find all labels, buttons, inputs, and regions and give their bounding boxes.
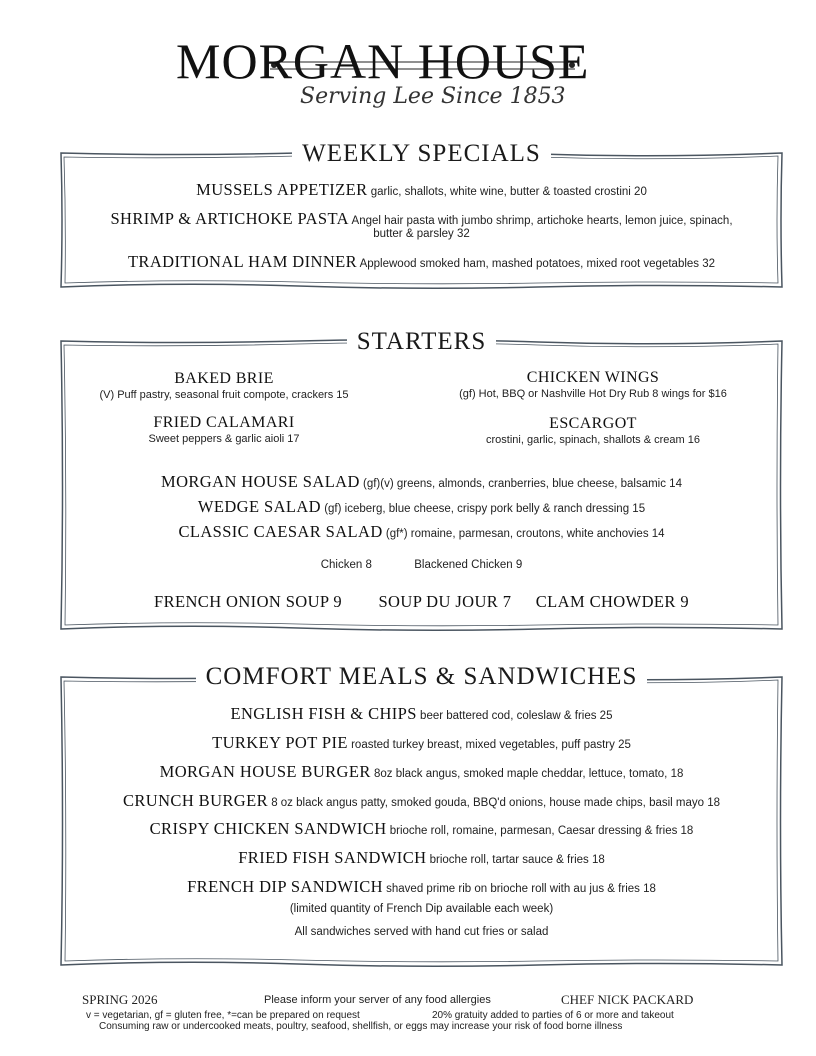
item-name: TRADITIONAL HAM DINNER (127, 252, 358, 271)
list-item (428, 415, 758, 446)
list-item (58, 762, 785, 782)
list-item (58, 877, 785, 897)
item-name: BAKED BRIE (174, 370, 274, 387)
item-name: FRENCH DIP SANDWICH (187, 877, 383, 896)
starters-title: STARTERS (347, 328, 497, 355)
season-label: SPRING 2026 (82, 992, 158, 1007)
item-name: MUSSELS APPETIZER (196, 180, 368, 199)
item-desc: brioche roll, romaine, parmesan, Caesar dressing & fries 18 (389, 825, 694, 837)
tagline: Serving Lee Since 1853 (300, 84, 566, 109)
list-item (58, 733, 785, 753)
item-desc: (V) Puff pastry, seasonal fruit compote, crackers 15 (99, 389, 349, 401)
item-desc: (gf)(v) greens, almonds, cranberries, blue cheese, balsamic 14 (363, 478, 682, 490)
item-name: CRUNCH BURGER (122, 791, 268, 810)
addon-item: Blackened Chicken 9 (414, 559, 523, 571)
item-desc: 8oz black angus, smoked maple cheddar, lettuce, tomato, 18 (373, 768, 684, 780)
item-name: SHRIMP & ARTICHOKE PASTA (110, 209, 349, 228)
addon-item: Chicken 8 (320, 559, 372, 571)
header (0, 18, 816, 118)
item-desc: Sweet peppers & garlic aioli 17 (148, 433, 300, 445)
starters-section (58, 328, 785, 632)
soup-item: CLAM CHOWDER 9 (535, 592, 689, 611)
list-item (58, 848, 785, 868)
item-desc: shaved prime rib on brioche roll with au jus & fries 18 (386, 883, 656, 895)
chef-name: CHEF NICK PACKARD (561, 992, 694, 1007)
note-french-dip: (limited quantity of French Dip available each week) (289, 903, 554, 915)
list-item (72, 414, 376, 445)
item-name: TURKEY POT PIE (212, 733, 348, 752)
list-item (58, 180, 785, 200)
item-desc: (gf) iceberg, blue cheese, crispy pork belly & ranch dressing 15 (324, 503, 646, 515)
consumption-warning: Consuming raw or undercooked meats, poultry, seafood, shellfish, or eggs may increase your risk of food borne illness (99, 1021, 623, 1032)
item-desc: (gf) Hot, BBQ or Nashville Hot Dry Rub 8 wings for $16 (459, 388, 727, 400)
list-item (58, 472, 785, 492)
list-item (58, 497, 785, 517)
item-name: FRIED CALAMARI (153, 414, 295, 431)
list-item-continued (58, 228, 785, 240)
list-item (58, 252, 785, 272)
item-desc: crostini, garlic, spinach, shallots & cream 16 (486, 434, 700, 446)
soup-item: FRENCH ONION SOUP 9 (154, 592, 343, 611)
item-name: CRISPY CHICKEN SANDWICH (149, 819, 387, 838)
item-name: MORGAN HOUSE SALAD (161, 472, 360, 491)
logo-wordmark: MORGAN HOUSE (176, 33, 590, 89)
soup-item: SOUP DU JOUR 7 (378, 592, 512, 611)
item-name: CHICKEN WINGS (526, 369, 660, 386)
list-item (58, 704, 785, 724)
item-desc: 8 oz black angus patty, smoked gouda, BBQ'd onions, house made chips, basil mayo 18 (271, 797, 721, 809)
item-desc: beer battered cod, coleslaw & fries 25 (420, 710, 613, 722)
soups-row (58, 592, 785, 612)
list-item (58, 819, 785, 839)
gratuity-notice: 20% gratuity added to parties of 6 or more and takeout (432, 1010, 674, 1021)
weekly-specials-title: WEEKLY SPECIALS (292, 140, 551, 167)
item-desc: (gf*) romaine, parmesan, croutons, white anchovies 14 (385, 528, 665, 540)
item-desc: roasted turkey breast, mixed vegetables, puff pastry 25 (351, 739, 631, 751)
list-item (58, 791, 785, 811)
item-desc: brioche roll, tartar sauce & fries 18 (429, 854, 605, 866)
item-name: WEDGE SALAD (197, 497, 321, 516)
item-name: CLASSIC CAESAR SALAD (178, 522, 383, 541)
item-name: MORGAN HOUSE BURGER (159, 762, 371, 781)
item-name: ESCARGOT (549, 415, 637, 432)
item-desc: garlic, shallots, white wine, butter & toasted crostini 20 (370, 186, 647, 198)
allergy-notice: Please inform your server of any food allergies (264, 994, 491, 1006)
list-item (428, 369, 758, 400)
comfort-title: COMFORT MEALS & SANDWICHES (196, 663, 648, 690)
comfort-section (58, 663, 785, 968)
item-desc: butter & parsley 32 (373, 228, 470, 240)
list-item (58, 209, 785, 229)
item-desc: Applewood smoked ham, mashed potatoes, mixed root vegetables 32 (359, 258, 716, 270)
note-sandwich-sides: All sandwiches served with hand cut fries or salad (294, 926, 549, 938)
item-name: FRIED FISH SANDWICH (238, 848, 427, 867)
item-name: ENGLISH FISH & CHIPS (230, 704, 417, 723)
weekly-specials-section (58, 140, 785, 290)
dietary-legend: v = vegetarian, gf = gluten free, *=can be prepared on request (86, 1010, 360, 1021)
item-desc: Angel hair pasta with jumbo shrimp, artichoke hearts, lemon juice, spinach, (351, 215, 733, 227)
addons-row (58, 559, 785, 571)
list-item (58, 522, 785, 542)
list-item (72, 370, 376, 401)
